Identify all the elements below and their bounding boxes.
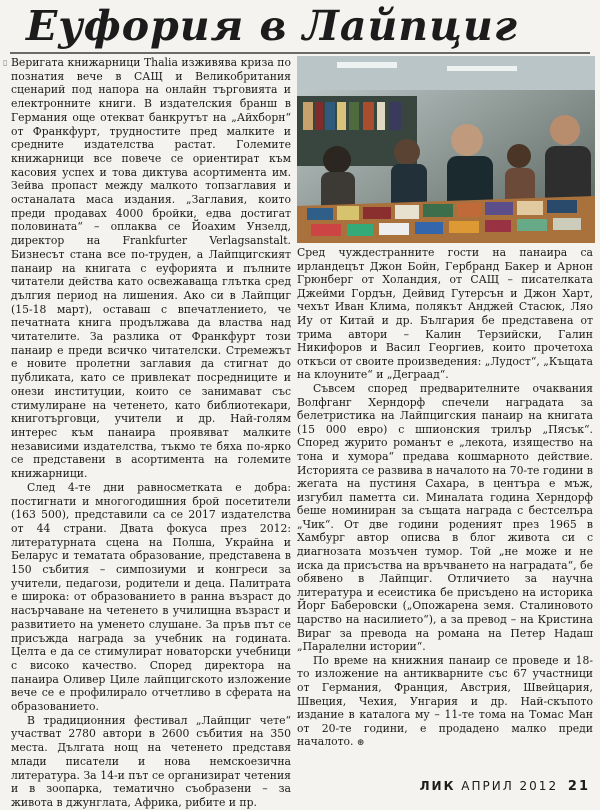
paragraph: След 4-те дни равносметката е добра: постигнати и многогодишния брой посетители (163 500), представили са се 2017 издателства от 44 страни. Двата фокуса през 2012: литературната сцена на Полша, Украйна и Беларус и тематата образование, представена в 150 събития – симпозиуми и конгреси за учители, педагози, родители и деца. Палитрата е широка: от образованието в ранна възраст до насърчаване на четенето в училищна възраст и развитието на уменето слушане. За пръв път се присъжда награда за учебник на годината. Целта е да се стимулират новаторски учебници с високо качество. Според директора на панаира Оливер Циле лайпцигското изложение вече се е профилирало отчетливо в сферата на образованието. bbox=[11, 480, 291, 714]
issue-date: АПРИЛ 2012 bbox=[461, 779, 559, 793]
article-title: Еуфория в Лайпциг bbox=[26, 2, 518, 50]
page-footer bbox=[420, 779, 590, 794]
end-mark-icon: ⊛ bbox=[356, 738, 365, 749]
paragraph bbox=[297, 654, 593, 751]
paragraph-text: По време на книжния панаир се проведе и 18-то изложение на антикварните със 67 участници от Германия, Франция, Австрия, Швейцария, Швеция, Чехия, Унгария и др. Най-скъпото издание в каталога му – 11-те тома на Томас Ман от 20-те години, е продадено малко преди началото. bbox=[297, 653, 593, 749]
margin-mark: ▯ bbox=[3, 58, 8, 67]
left-column bbox=[11, 56, 291, 809]
right-column bbox=[297, 246, 593, 776]
magazine-name: ЛИК bbox=[419, 779, 456, 793]
page-number: 21 bbox=[567, 779, 590, 794]
title-divider bbox=[10, 52, 590, 54]
paragraph: Веригата книжарници Thalia изживява криза по познатия вече в САЩ и Великобритания сценарий под напора на онлайн търговията и електронните книги. В издателския бранш в Германия още отекват банкрутът на „Айхборн“ от Франкфурт, трудностите пред малките и средните издателства растат. Големите книжарници все повече се ориентират към касовия успех и това диктува асортимента им. Зейва пропаст между малкото топзаглавия и останалата маса издания. „Заглавия, които преди продавах 4000 бройки, едва достигат половината“ – оплаква се Йоахим Унзелд, директор на Frankfurter Verlagsanstalt. Бизнесът стана все по-труден, а Лайпцигският панаир на книгата с еуфорията и пълните читатели действа като освежаваща глътка сред дългия период на лишения. Ако си в Лайпциг (15-18 март), оставаш с впечатлението, че печатната книга продължава да властва над читателите. За разлика от Франкфурт този панаир е преди всичко читателски. Стремежът е новите пролетни заглавия да стигнат до публиката, като се привлекат посредниците и онези институции, които се занимават със стимулиране на четенето, като библиотекари, книготърговци, учители и др. Най-голям интерес към панаира проявяват малките независими издателства, тъкмо те бяха по-ярко се представени в асортимента на големите книжарници. bbox=[11, 56, 291, 481]
paragraph: Сред чуждестранните гости на панаира са ирландецът Джон Бойн, Гербранд Бакер и Арнон Грюнберг от Холандия, от САЩ – писателката Джейми Гордън, Дейвид Гутерсън и Джон Харт, чехът Иван Клима, полякът Анджей Стасюк, Ляо Иу от Китай и др. България бе представена от трима автори – Калин Терзийски, Галин Никифоров и Васил Георгиев, които прочетоха откъси от своите произведения: „Лудост“, „Къщата на клоуните“ и „Деграад“. bbox=[297, 246, 593, 382]
book-fair-photo bbox=[297, 56, 595, 243]
paragraph: В традиционния фестивал „Лайпциг чете“ участват 2780 автори в 2600 събития на 350 места. Дългата нощ на четенето представя млади писатели и нова немскоезична литература. За 14-и път се организират четения и в зоопарка, тематично съобразени – за живота в джунглата, Африка, рибите и пр. bbox=[11, 713, 291, 809]
paragraph: Съвсем според предварителните очаквания Волфганг Херндорф спечели наградата за белетристика на Лайпцигския панаир на книгата (15 000 евро) с шпионския трилър „Пясък“. Според журито романът е „лекота, изящество на тона и хумора“ предава кошмарното действие. Историята се развива в началото на 70-те години в жегата на пустиня Сахара, в центъра е мъж, изгубил паметта си. Миналата година Херндорф беше номиниран за същата награда с бестселъра „Чик“. От две години роденият през 1965 в Хамбург автор описва в блог живота си с диагнозата мозъчен тумор. Той „не може и не иска да присъства на връчването на наградата“, бе обявено в Лайпциг. Отличието за научна литература и есеистика бе присъдено на историка Йорг Баберовски („Опожарена земя. Сталиновото царство на насилието“), а за превод – на Кристина Вираг за превода на романа на Петер Надаш „Паралелни истории“. bbox=[297, 381, 593, 654]
